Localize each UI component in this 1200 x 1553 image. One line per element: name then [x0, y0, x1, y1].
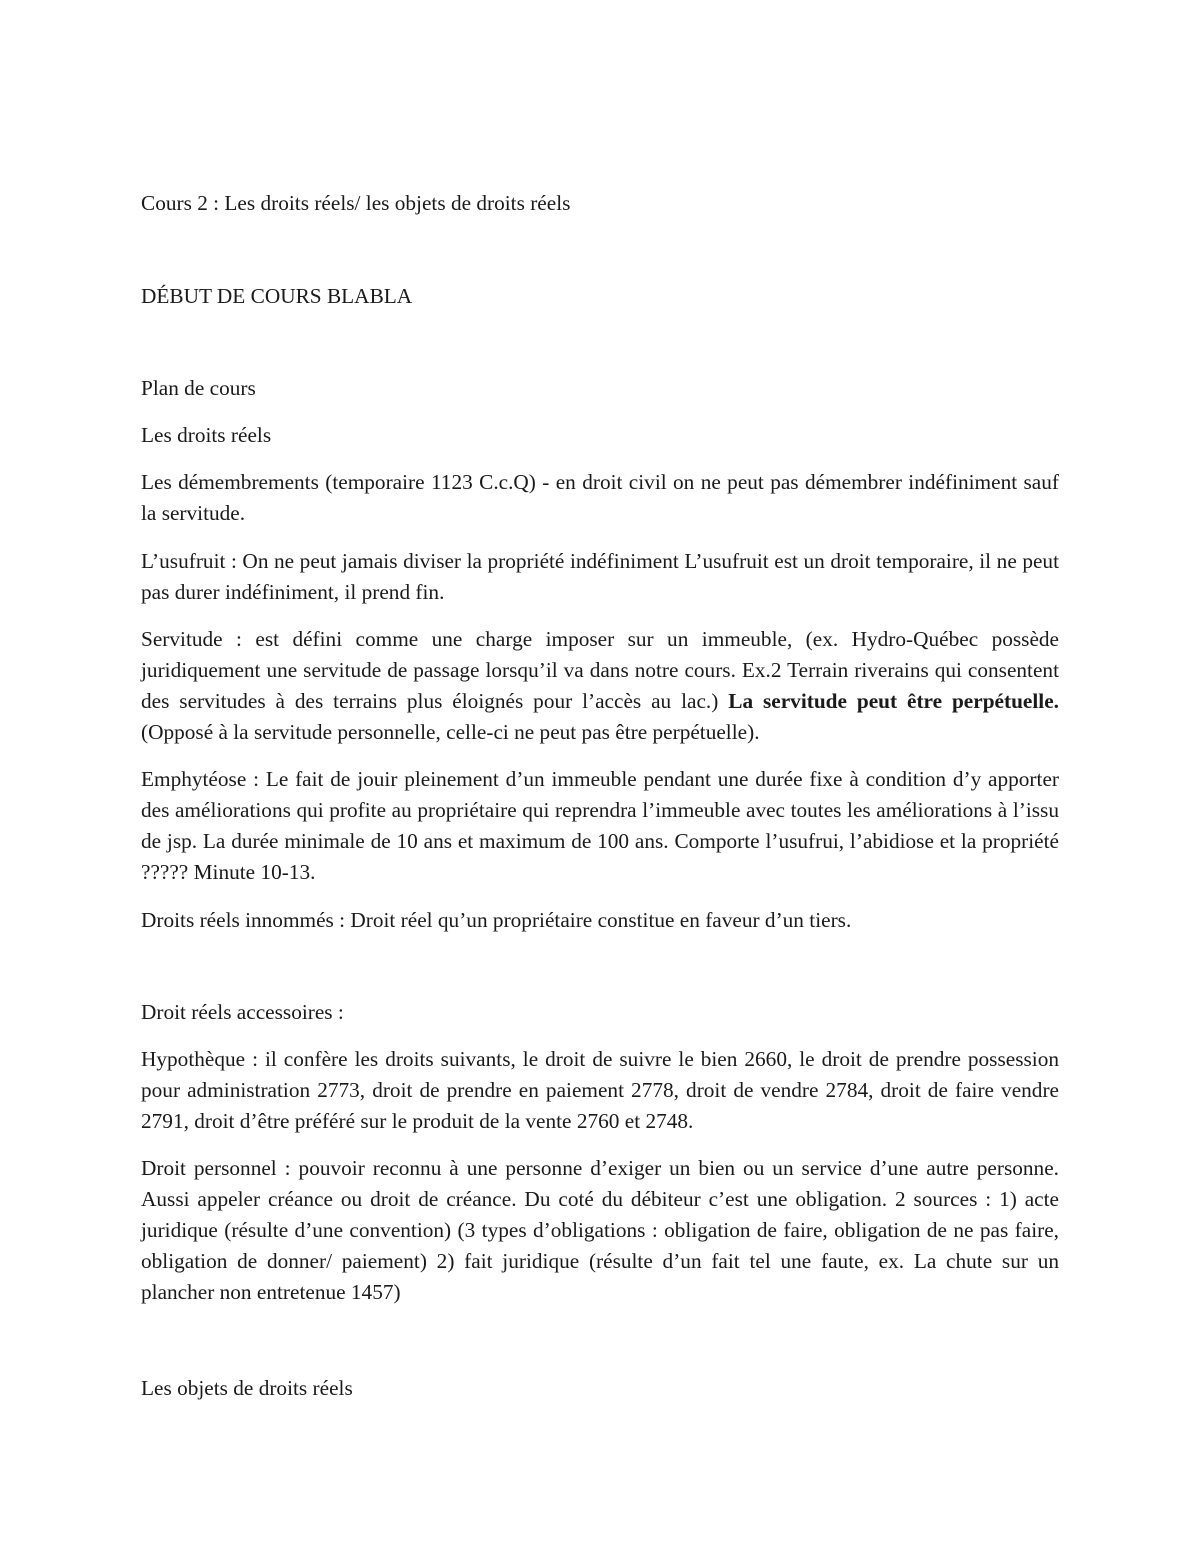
paragraph-servitude	[141, 624, 1059, 748]
paragraph-innommes: Droits réels innommés : Droit réel qu’un propriétaire constitue en faveur d’un tiers.	[141, 908, 852, 932]
document-title: Cours 2 : Les droits réels/ les objets de droits réels	[141, 191, 571, 215]
document-page	[141, 0, 1059, 1553]
paragraph-emphyteose: Emphytéose : Le fait de jouir pleinement d’un immeuble pendant une durée fixe à condition d’y apporter des améliorations qui profite au propriétaire qui reprendra l’immeuble avec toutes les améliorations à l’issu de jsp. La durée minimale de 10 ans et maximum de 100 ans. Comporte l’usufrui, l’abidiose et la propriété ????? Minute 10-13.	[141, 767, 1059, 884]
paragraph-hypotheque: Hypothèque : il confère les droits suivants, le droit de suivre le bien 2660, le droit de prendre possession pour administration 2773, droit de prendre en paiement 2778, droit de vendre 2784, droit de faire vendre 2791, droit d’être préféré sur le produit de la vente 2760 et 2748.	[141, 1047, 1059, 1133]
intro-heading: DÉBUT DE COURS BLABLA	[141, 284, 413, 308]
objets-heading: Les objets de droits réels	[141, 1376, 353, 1400]
servitude-text-start: Servitude : est défini comme une charge imposer sur un immeuble, (ex. Hydro-Québec possède juridiquement une servitude de passage lorsqu’il va dans notre cours. Ex.2 Terrain riverains qui consentent des servitudes à des terrains plus éloignés pour l’accès au lac.)	[141, 627, 1059, 713]
paragraph-usufruit: L’usufruit : On ne peut jamais diviser la propriété indéfiniment L’usufruit est un droit temporaire, il ne peut pas durer indéfiniment, il prend fin.	[141, 549, 1059, 604]
section-droits-reels: Les droits réels	[141, 423, 272, 447]
plan-heading: Plan de cours	[141, 376, 256, 400]
paragraph-demembrements: Les démembrements (temporaire 1123 C.c.Q) - en droit civil on ne peut pas démembrer indéfiniment sauf la servitude.	[141, 470, 1059, 525]
paragraph-droit-personnel: Droit personnel : pouvoir reconnu à une personne d’exiger un bien ou un service d’une autre personne. Aussi appeler créance ou droit de créance. Du coté du débiteur c’est une obligation. 2 sources : 1) acte juridique (résulte d’une convention) (3 types d’obligations : obligation de faire, obligation de ne pas faire, obligation de donner/ paiement) 2) fait juridique (résulte d’un fait tel une faute, ex. La chute sur un plancher non entretenue 1457)	[141, 1156, 1059, 1304]
accessoires-heading: Droit réels accessoires :	[141, 1000, 344, 1024]
servitude-text-end: (Opposé à la servitude personnelle, celle-ci ne peut pas être perpétuelle).	[141, 720, 760, 744]
servitude-bold-statement: La servitude peut être perpétuelle.	[728, 689, 1059, 713]
